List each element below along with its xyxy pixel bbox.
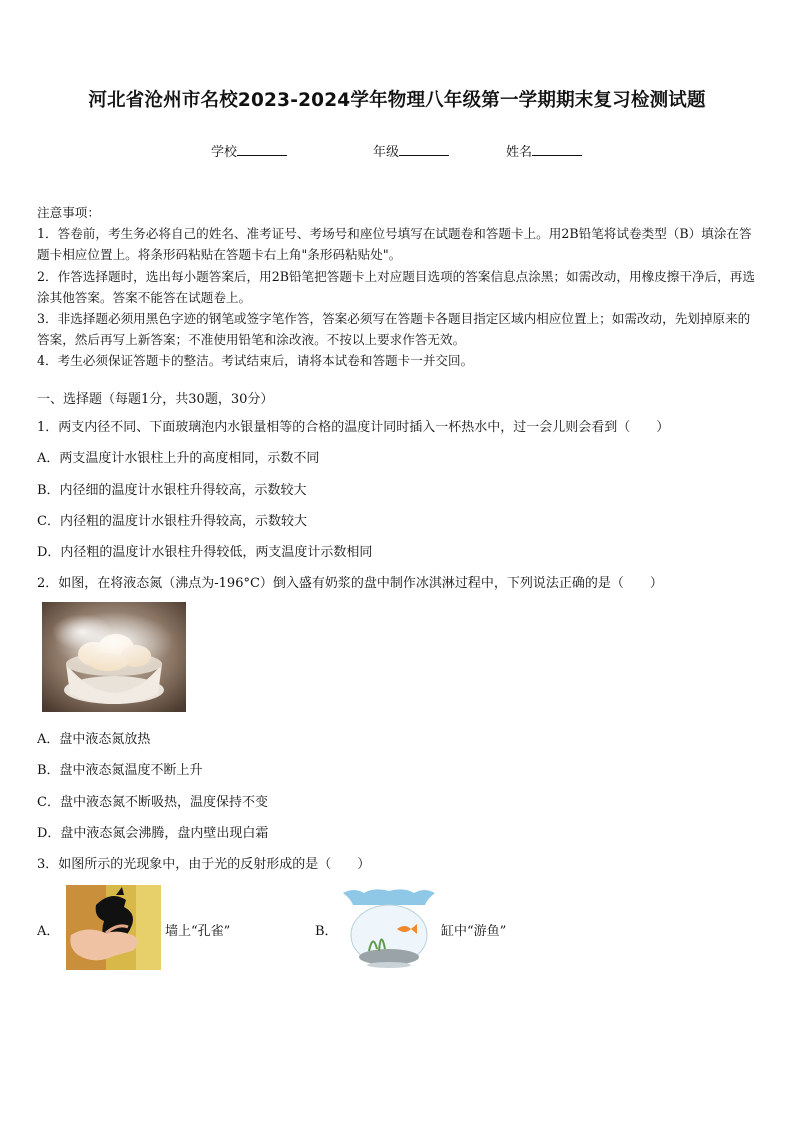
question-2-stem: 2．如图，在将液态氮（沸点为-196°C）倒入盛有奶浆的盘中制作冰淇淋过程中，下列说法正确的是（ ） bbox=[37, 576, 663, 591]
ice-cream-photo-graphic bbox=[42, 602, 186, 712]
note-item: 2．作答选择题时，选出每小题答案后，用2B铅笔把答题卡上对应题目选项的答案信息点涂黑；如需改动，用橡皮擦干净后，再选涂其他答案。答案不能答在试题卷上。 bbox=[37, 268, 755, 305]
note-item: 3．非选择题必须用黑色字迹的钢笔或签字笔作答，答案必须写在答题卡各题目指定区域内相应位置上；如需改动，先划掉原来的答案，然后再写上新答案；不准使用铅笔和涂改液。不按以上要求作答无效。 bbox=[37, 311, 751, 348]
name-blank[interactable] bbox=[532, 143, 582, 156]
fishbowl-image bbox=[339, 885, 439, 970]
grade-label: 年级 bbox=[373, 145, 400, 160]
note-item: 4．考生必须保证答题卡的整洁。考试结束后，请将本试卷和答题卡一并交回。 bbox=[37, 353, 474, 369]
q1-option-c: C．内径粗的温度计水银柱升得较高，示数较大 bbox=[37, 514, 307, 529]
name-label: 姓名 bbox=[506, 145, 533, 160]
school-blank[interactable] bbox=[237, 143, 287, 156]
q3-option-a-label: A． bbox=[37, 924, 60, 939]
notes-block bbox=[37, 202, 759, 372]
hand-shadow-graphic bbox=[66, 885, 161, 970]
q3-option-b-label: B． bbox=[315, 924, 338, 939]
hand-shadow-peacock-image bbox=[66, 885, 161, 970]
question-1-stem: 1．两支内径不同、下面玻璃泡内水银量相等的合格的温度计同时插入一杯热水中，过一会儿则会看到（ ） bbox=[37, 420, 670, 435]
q2-option-a: A．盘中液态氮放热 bbox=[37, 732, 151, 747]
page-title: 河北省沧州市名校2023-2024学年物理八年级第一学期期末复习检测试题 bbox=[88, 90, 706, 111]
q1-option-a: A．两支温度计水银柱上升的高度相同，示数不同 bbox=[37, 451, 320, 466]
q1-option-d: D．内径粗的温度计水银柱升得较低，两支温度计示数相同 bbox=[37, 545, 373, 560]
school-field bbox=[211, 141, 287, 160]
note-item: 1．答卷前，考生务必将自己的姓名、准考证号、考场号和座位号填写在试题卷和答题卡上。用2B铅笔将试卷类型（B）填涂在答题卡相应位置上。将条形码粘贴在答题卡右上角"条形码粘贴处"。 bbox=[37, 226, 752, 263]
q1-option-b: B．内径细的温度计水银柱升得较高，示数较大 bbox=[37, 483, 307, 498]
section-heading: 一、选择题（每题1分，共30题，30分） bbox=[37, 392, 274, 407]
q3-option-a-caption: 墙上“孔雀” bbox=[165, 924, 231, 939]
q3-option-b-caption: 缸中“游鱼” bbox=[441, 924, 507, 939]
fishbowl-graphic bbox=[339, 885, 439, 970]
grade-field bbox=[373, 141, 449, 160]
question-3-stem: 3．如图所示的光现象中，由于光的反射形成的是（ ） bbox=[37, 857, 371, 872]
school-label: 学校 bbox=[211, 145, 238, 160]
q2-option-c: C．盘中液态氮不断吸热，温度保持不变 bbox=[37, 795, 268, 810]
ice-cream-photo bbox=[42, 602, 186, 712]
q2-option-d: D．盘中液态氮会沸腾，盘内壁出现白霜 bbox=[37, 826, 269, 841]
name-field bbox=[506, 141, 582, 160]
notes-heading: 注意事项： bbox=[37, 205, 100, 220]
grade-blank[interactable] bbox=[399, 143, 449, 156]
q2-option-b: B．盘中液态氮温度不断上升 bbox=[37, 763, 203, 778]
